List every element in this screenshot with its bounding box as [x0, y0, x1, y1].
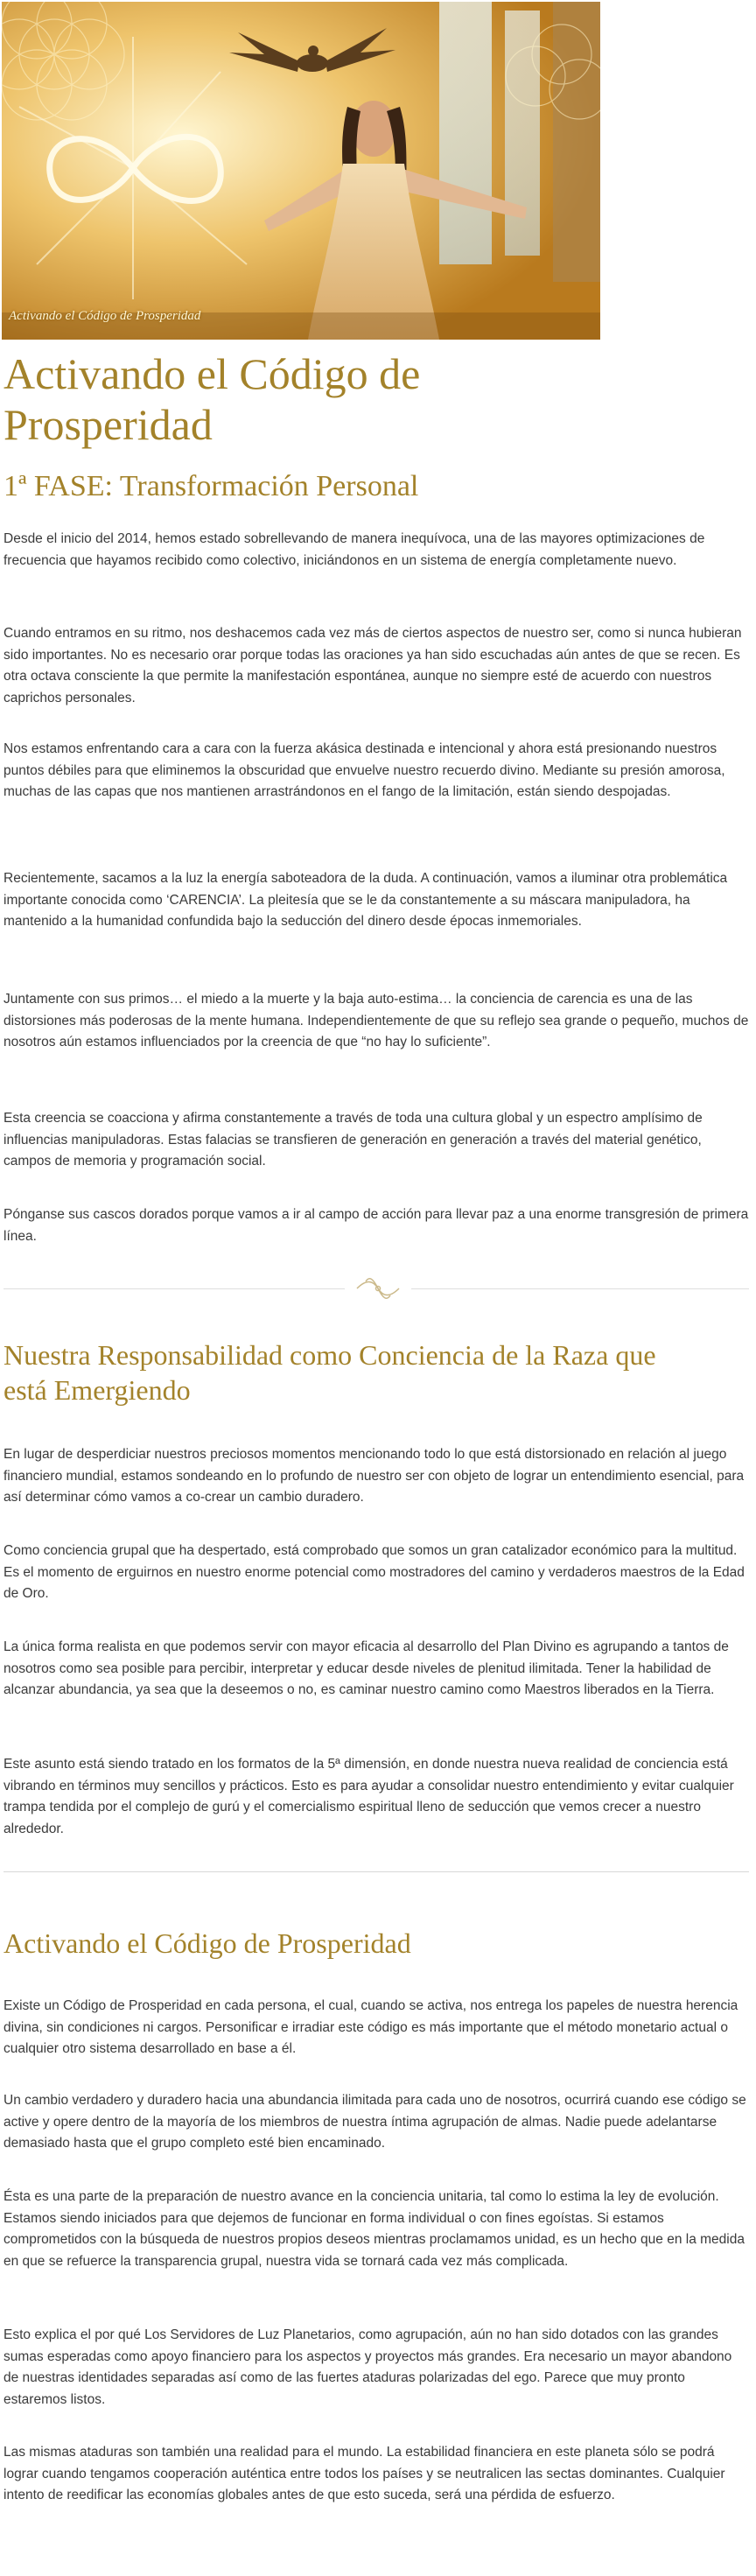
hero-caption: Activando el Código de Prosperidad: [9, 309, 201, 323]
paragraph: Pónganse sus cascos dorados porque vamos a ir al campo de acción para llevar paz a una enorme transgresión de primera línea.: [4, 1207, 749, 1244]
paragraph: Existe un Código de Prosperidad en cada persona, el cual, cuando se activa, nos entrega los papeles de nuestra herencia divina, sin condiciones ni cargos. Personificar e irradiar este código es más importante que el método monetario actual o cualquier otro sistema desarrollado en base a él.: [4, 1998, 738, 2056]
paragraph: Nos estamos enfrentando cara a cara con la fuerza akásica destinada e intencional y ahora está presionando nuestros puntos débiles para que eliminemos la obscuridad que envuelve nuestro recuerdo divino. Mediante su presión amorosa, muchas de las capas que nos mantienen arrastrándonos en el fango de la limitación, están siendo despojadas.: [4, 741, 725, 799]
paragraph: Desde el inicio del 2014, hemos estado sobrellevando de manera inequívoca, una de las mayores optimizaciones de frecuencia que hayamos recibido como colectivo, iniciándonos en un sistema de energía completamente nuevo.: [4, 531, 705, 568]
paragraph: Recientemente, sacamos a la luz la energía saboteadora de la duda. A continuación, vamos a iluminar otra problemática importante conocida como ‘CARENCIA’. La pleitesía que se le da constantemente a su máscara manipuladora, ha mantenido a la humanidad confundida bajo la seducción del dinero desde épocas inmemoriales.: [4, 871, 728, 929]
page-title: Activando el Código de Prosperidad: [4, 349, 421, 449]
divider-line: [4, 1871, 749, 1872]
paragraph: En lugar de desperdiciar nuestros preciosos momentos mencionando todo lo que está distorsionado en relación al juego financiero mundial, estamos sondeando en lo profundo de nuestro ser con objeto de lograr un entendimiento esencial, para así determinar cómo vamos a co-crear un cambio duradero.: [4, 1447, 745, 1505]
paragraph: Esto explica el por qué Los Servidores de Luz Planetarios, como agrupación, aún no han sido dotados con las grandes sumas esperadas como apoyo financiero para los aspectos y proyectos más grandes. Era necesario un mayor abandono de nuestras identidades separadas así como de las fuertes ataduras polarizadas del ego. Parece que muy pronto estaremos listos.: [4, 2327, 732, 2407]
divider-line: [4, 1288, 345, 1289]
section-heading-responsabilidad: Nuestra Responsabilidad como Conciencia de la Raza que está Emergiendo: [4, 1339, 656, 1406]
hero-illustration: [2, 2, 600, 340]
paragraph: Como conciencia grupal que ha despertado, está comprobado que somos un gran catalizador económico para la multitud. Es el momento de erguirnos en nuestro enorme potencial como mostradores del camino y verdaderos maestros de la Edad de Oro.: [4, 1543, 745, 1601]
paragraph: Un cambio verdadero y duradero hacia una abundancia ilimitada para cada uno de nosotros, ocurrirá cuando ese código se active y opere dentro de la mayoría de los miembros de nuestra íntima agrupación de almas. Nadie puede adelantarse demasiado hasta que el grupo completo esté bien encaminado.: [4, 2093, 746, 2151]
divider-line: [411, 1288, 749, 1289]
section-heading-codigo: Activando el Código de Prosperidad: [4, 1927, 411, 1959]
paragraph: La única forma realista en que podemos servir con mayor eficacia al desarrollo del Plan Divino es agrupando a tantos de nosotros como sea posible para percibir, interpretar y educar desde niveles de plenitud ilimitada. Tener la habilidad de alcanzar abundancia, ya sea que la deseemos o no, es caminar nuestro camino como Maestros liberados en la Tierra.: [4, 1639, 729, 1697]
hero-image: [2, 2, 600, 340]
paragraph: Cuando entramos en su ritmo, nos deshacemos cada vez más de ciertos aspectos de nuestro ser, como si nunca hubieran sido importantes. No es necesario orar porque todas las oraciones ya han sido escuchadas aún antes de que se recen. Es otra octava consciente la que permite la manifestación espontánea, aunque no siempre esté de acuerdo con nuestros caprichos personales.: [4, 626, 742, 705]
paragraph: Juntamente con sus primos… el miedo a la muerte y la baja auto-estima… la conciencia de carencia es una de las distorsiones más poderosas de la mente humana. Independientemente de que su reflejo sea grande o pequeño, muchos de nosotros aún estamos influenciados por la creencia de que “no hay lo suficiente”.: [4, 992, 749, 1049]
paragraph: Esta creencia se coacciona y afirma constantemente a través de toda una cultura global y un espectro amplísimo de influencias manipuladoras. Estas falacias se transfieren de generación en generación a través del material genético, campos de memoria y programación social.: [4, 1111, 703, 1169]
paragraph: Este asunto está siendo tratado en los formatos de la 5ª dimensión, en donde nuestra nueva realidad de conciencia está vibrando en términos muy sencillos y prácticos. Esto es para ayudar a consolidar nuestro entendimiento y evitar cualquier trampa tendida por el complejo de gurú y el comercialismo espiritual lleno de seducción que vemos crecer a nuestro alrededor.: [4, 1757, 734, 1836]
flourish-ornament-icon: [354, 1271, 402, 1306]
paragraph: Las mismas ataduras son también una realidad para el mundo. La estabilidad financiera en este planeta sólo se podrá lograr cuando tengamos cooperación auténtica entre todos los países y se neutralicen las sectas dominantes. Cualquier intento de reedificar las economías globales antes de que esto suceda, será una pérdida de esfuerzo.: [4, 2445, 725, 2502]
paragraph: Ésta es una parte de la preparación de nuestro avance en la conciencia unitaria, tal como lo estima la ley de evolución. Estamos siendo iniciados para que dejemos de funcionar en forma individual o con fines egoístas. Si estamos comprometidos con la búsqueda de nuestros propios deseos mientras proclamamos unidad, es un hecho que en la medida en que se refuerce la transparencia grupal, nuestra vida se tornará cada vez más complicada.: [4, 2189, 745, 2269]
section-heading-fase: 1ª FASE: Transformación Personal: [4, 470, 419, 502]
